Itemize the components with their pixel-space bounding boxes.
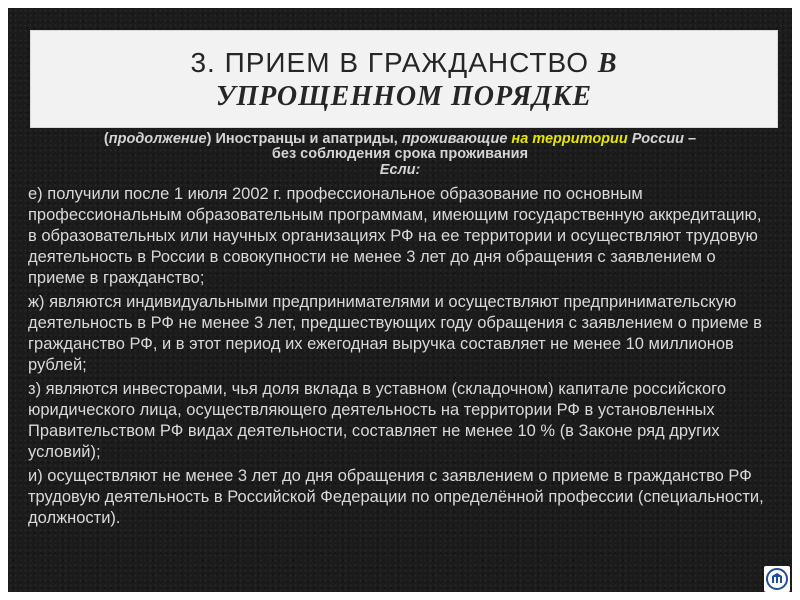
paragraph-e: е) получили после 1 июля 2002 г. профессиональное образование по основным профессиональным образовательным программам, имеющим государственную аккредитацию, в образовательных или научных организациях РФ на ее территории и осуществляют трудовую деятельность в России в совокупности не менее 3 лет до дня обращения с заявлением о приеме в гражданство; xyxy=(28,185,762,287)
intro-line-2: без соблюдения срока проживания xyxy=(271,146,529,162)
intro-highlight: на территории xyxy=(507,131,628,147)
university-logo-svg xyxy=(764,566,790,592)
intro-part-1: ( xyxy=(103,131,109,147)
slide-title xyxy=(30,30,778,128)
paragraph-i: и) осуществляют не менее 3 лет до дня обращения с заявлением о приеме в гражданство РФ трудовую деятельность в Российской Федерации по определённой профессии (специальности, должности). xyxy=(28,467,764,527)
paragraph-z: з) являются инвесторами, чья доля вклада в уставном (складочном) капитале российского юридического лица, осуществляющего деятельность на территории РФ в установленных Правительством РФ видах деятельности, составляет не менее 10 % (в Законе ряд других условий); xyxy=(28,380,727,461)
intro-line-1 xyxy=(20,132,780,147)
paragraph-zh: ж) являются индивидуальными предпринимателями и осуществляют предпринимательскую деятельность в РФ не менее 3 лет, предшествующих году обращения с заявлением о приеме в гражданство РФ, и в этот период их ежегодная выручка составляет не менее 10 миллионов рублей; xyxy=(28,293,762,374)
title-line-2: УПРОЩЕННОМ ПОРЯДКЕ xyxy=(215,81,593,112)
title-line-1-regular: 3. ПРИЕМ В ГРАЖДАНСТВО xyxy=(190,47,598,78)
slide-content xyxy=(20,132,780,532)
intro-part-2: продолжение xyxy=(108,131,207,147)
university-logo-icon xyxy=(764,566,790,592)
intro-esli: Если: xyxy=(379,162,421,178)
intro-part-6: России – xyxy=(627,131,697,147)
intro-part-3: ) Иностранцы и апатриды, xyxy=(206,131,402,147)
title-line-1-bold: В xyxy=(597,48,618,79)
intro-part-4: проживающие xyxy=(401,131,508,147)
title-line-1 xyxy=(31,46,777,80)
